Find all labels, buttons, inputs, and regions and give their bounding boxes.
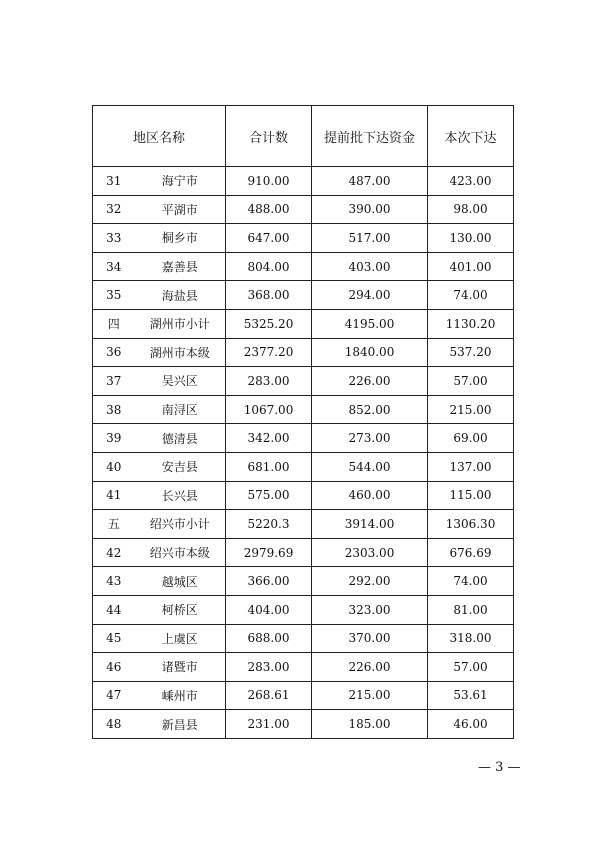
table-body [93, 167, 514, 739]
this-time-value: 130.00 [428, 224, 514, 253]
advance-value: 226.00 [312, 653, 428, 682]
this-time-value: 57.00 [428, 653, 514, 682]
this-time-value: 1130.20 [428, 309, 514, 338]
total-value: 268.61 [226, 681, 312, 710]
table-row [93, 252, 514, 281]
this-time-value: 115.00 [428, 481, 514, 510]
region-name: 上虞区 [135, 624, 226, 653]
this-time-value: 69.00 [428, 424, 514, 453]
table-row [93, 395, 514, 424]
advance-value: 517.00 [312, 224, 428, 253]
this-time-value: 81.00 [428, 595, 514, 624]
total-value: 5220.3 [226, 510, 312, 539]
row-number: 42 [93, 538, 135, 567]
total-value: 575.00 [226, 481, 312, 510]
advance-value: 460.00 [312, 481, 428, 510]
this-time-value: 318.00 [428, 624, 514, 653]
table-row [93, 281, 514, 310]
this-time-value: 1306.30 [428, 510, 514, 539]
header-region-name: 地区名称 [93, 106, 226, 167]
table-row [93, 167, 514, 196]
advance-value: 390.00 [312, 195, 428, 224]
this-time-value: 401.00 [428, 252, 514, 281]
row-number: 47 [93, 681, 135, 710]
this-time-value: 74.00 [428, 567, 514, 596]
table-row [93, 510, 514, 539]
table-row [93, 624, 514, 653]
total-value: 368.00 [226, 281, 312, 310]
table-row [93, 653, 514, 682]
table-row [93, 710, 514, 739]
advance-value: 544.00 [312, 452, 428, 481]
table-row [93, 195, 514, 224]
region-name: 吴兴区 [135, 367, 226, 396]
row-number: 39 [93, 424, 135, 453]
this-time-value: 215.00 [428, 395, 514, 424]
advance-value: 403.00 [312, 252, 428, 281]
region-name: 平湖市 [135, 195, 226, 224]
row-number: 四 [93, 309, 135, 338]
row-number: 44 [93, 595, 135, 624]
region-name: 诸暨市 [135, 653, 226, 682]
this-time-value: 46.00 [428, 710, 514, 739]
header-advance-funds: 提前批下达资金 [312, 106, 428, 167]
region-name: 海宁市 [135, 167, 226, 196]
row-number: 46 [93, 653, 135, 682]
total-value: 5325.20 [226, 309, 312, 338]
advance-value: 1840.00 [312, 338, 428, 367]
table-row [93, 452, 514, 481]
total-value: 342.00 [226, 424, 312, 453]
table-row [93, 481, 514, 510]
table-header-row [93, 106, 514, 167]
row-number: 40 [93, 452, 135, 481]
this-time-value: 537.20 [428, 338, 514, 367]
this-time-value: 676.69 [428, 538, 514, 567]
row-number: 48 [93, 710, 135, 739]
region-name: 柯桥区 [135, 595, 226, 624]
row-number: 32 [93, 195, 135, 224]
table-row [93, 595, 514, 624]
region-name: 嘉善县 [135, 252, 226, 281]
total-value: 647.00 [226, 224, 312, 253]
row-number: 34 [93, 252, 135, 281]
this-time-value: 53.61 [428, 681, 514, 710]
table-row [93, 224, 514, 253]
row-number: 41 [93, 481, 135, 510]
region-name: 德清县 [135, 424, 226, 453]
region-name: 桐乡市 [135, 224, 226, 253]
table-row [93, 538, 514, 567]
advance-value: 273.00 [312, 424, 428, 453]
advance-value: 4195.00 [312, 309, 428, 338]
total-value: 2377.20 [226, 338, 312, 367]
region-name: 越城区 [135, 567, 226, 596]
row-number: 37 [93, 367, 135, 396]
total-value: 231.00 [226, 710, 312, 739]
row-number: 36 [93, 338, 135, 367]
region-name: 海盐县 [135, 281, 226, 310]
advance-value: 3914.00 [312, 510, 428, 539]
total-value: 488.00 [226, 195, 312, 224]
page-number: — 3 — [478, 760, 521, 775]
region-name: 绍兴市本级 [135, 538, 226, 567]
advance-value: 487.00 [312, 167, 428, 196]
total-value: 366.00 [226, 567, 312, 596]
advance-value: 2303.00 [312, 538, 428, 567]
this-time-value: 137.00 [428, 452, 514, 481]
this-time-value: 423.00 [428, 167, 514, 196]
total-value: 283.00 [226, 367, 312, 396]
total-value: 2979.69 [226, 538, 312, 567]
this-time-value: 98.00 [428, 195, 514, 224]
row-number: 33 [93, 224, 135, 253]
advance-value: 226.00 [312, 367, 428, 396]
this-time-value: 74.00 [428, 281, 514, 310]
region-name: 安吉县 [135, 452, 226, 481]
row-number: 45 [93, 624, 135, 653]
row-number: 43 [93, 567, 135, 596]
region-name: 新昌县 [135, 710, 226, 739]
advance-value: 292.00 [312, 567, 428, 596]
region-name: 绍兴市小计 [135, 510, 226, 539]
table-row [93, 309, 514, 338]
region-name: 长兴县 [135, 481, 226, 510]
advance-value: 370.00 [312, 624, 428, 653]
advance-value: 215.00 [312, 681, 428, 710]
region-name: 湖州市本级 [135, 338, 226, 367]
header-this-allocation: 本次下达 [428, 106, 514, 167]
row-number: 35 [93, 281, 135, 310]
total-value: 283.00 [226, 653, 312, 682]
table-row [93, 424, 514, 453]
region-name: 南浔区 [135, 395, 226, 424]
table-row [93, 567, 514, 596]
total-value: 910.00 [226, 167, 312, 196]
funding-table [92, 105, 514, 739]
total-value: 404.00 [226, 595, 312, 624]
table-row [93, 367, 514, 396]
this-time-value: 57.00 [428, 367, 514, 396]
table-row [93, 681, 514, 710]
advance-value: 185.00 [312, 710, 428, 739]
total-value: 1067.00 [226, 395, 312, 424]
row-number: 38 [93, 395, 135, 424]
total-value: 804.00 [226, 252, 312, 281]
row-number: 31 [93, 167, 135, 196]
advance-value: 852.00 [312, 395, 428, 424]
header-total: 合计数 [226, 106, 312, 167]
total-value: 688.00 [226, 624, 312, 653]
region-name: 湖州市小计 [135, 309, 226, 338]
row-number: 五 [93, 510, 135, 539]
table-row [93, 338, 514, 367]
advance-value: 294.00 [312, 281, 428, 310]
region-name: 嵊州市 [135, 681, 226, 710]
total-value: 681.00 [226, 452, 312, 481]
advance-value: 323.00 [312, 595, 428, 624]
